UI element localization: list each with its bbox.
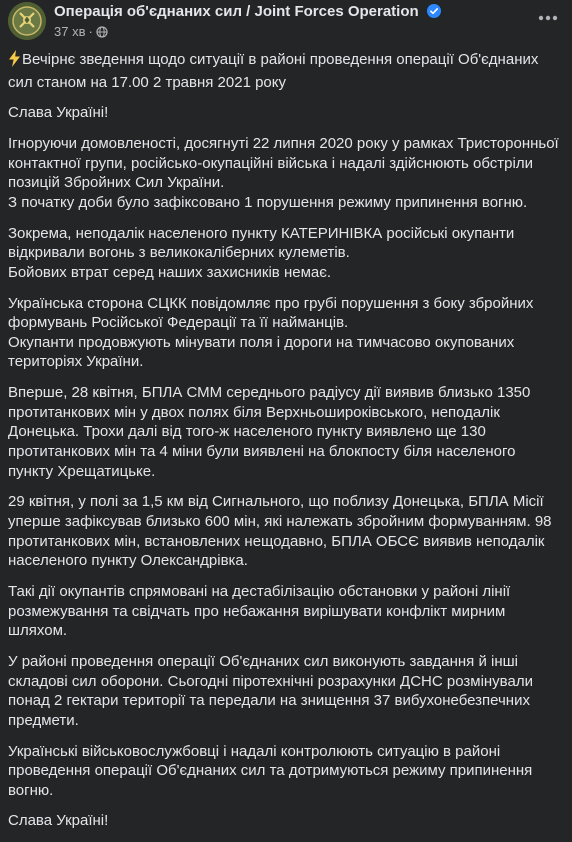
post-paragraph-1 — [8, 103, 564, 123]
more-options-button[interactable] — [536, 8, 560, 28]
paragraph-line: Ігноруючи домовленості, досягнуті 22 липня 2020 року у рамках Тристоронньої контактної групи, російсько-окупаційні війська і надалі здійснюють обстріли позицій Збройних Сил України. — [8, 135, 559, 192]
paragraph-line: Українські військовослужбовці і надалі контролюють ситуацію в районі проведення операції Об'єднаних сил та дотримуються режиму припинення вогню. — [8, 742, 533, 799]
globe-icon[interactable] — [96, 26, 108, 42]
post-timestamp[interactable]: 37 хв — [54, 24, 86, 39]
post-paragraph-6 — [8, 492, 564, 570]
jfo-emblem-icon — [8, 2, 46, 40]
more-options-icon — [538, 15, 558, 21]
verified-badge-icon — [427, 4, 441, 23]
paragraph-line: Українська сторона СЦКК повідомляє про грубі порушення з боку збройних формувань Російської Федерації та її найманців. — [8, 294, 534, 332]
post-paragraph-10 — [8, 811, 564, 831]
post-paragraph-4 — [8, 294, 564, 372]
meta-separator: · — [88, 24, 93, 39]
post-paragraph-3 — [8, 224, 564, 283]
paragraph-line: Слава Україні! — [8, 104, 109, 122]
paragraph-line: У районі проведення операції Об'єднаних сил виконують завдання й інші складові сил оборони. Сьогодні піротехнічні розрахунки ДСНС розмінували понад 2 гектари території та передали на знищення 37 вибухонебезпечних предмети. — [8, 652, 533, 729]
avatar[interactable] — [8, 2, 46, 40]
post-paragraph-9 — [8, 742, 564, 801]
post-paragraph-2 — [8, 134, 564, 212]
paragraph-line: Слава Україні! — [8, 812, 109, 830]
paragraph-line: Вечірнє зведення щодо ситуації в районі проведення операції Об'єднаних сил станом на 17.00 2 травня 2021 року — [8, 51, 539, 91]
post-header — [0, 0, 572, 48]
paragraph-line: Зокрема, неподалік населеного пункту КАТЕРИНІВКА російські окупанти відкривали вогонь з великокаліберних кулеметів. — [8, 224, 515, 262]
paragraph-line: 29 квітня, у полі за 1,5 км від Сигнального, що поблизу Донецька, БПЛА Місії уперше зафіксував близько 600 мін, які належать збройним формуванням. 98 протитанкових мін, встановлених нещодавно, БПЛА ОБСЄ виявив неподалік населеного пункту Олександрівка. — [8, 493, 552, 570]
paragraph-line: Окупанти продовжують мінувати поля і дороги на тимчасово окупованих територіях України. — [8, 333, 515, 371]
post-paragraph-5 — [8, 383, 564, 481]
post-content — [8, 50, 564, 842]
page-name[interactable] — [54, 3, 441, 23]
paragraph-line: Такі дії окупантів спрямовані на дестабілізацію обстановки у районі лінії розмежування та свідчать про небажання вирішувати конфлікт мирним шляхом. — [8, 582, 511, 640]
post-paragraph-7 — [8, 582, 564, 641]
post-paragraph-0 — [8, 50, 564, 92]
page-name-text[interactable]: Операція об'єднаних сил / Joint Forces Operation — [54, 3, 419, 20]
lightning-icon — [8, 50, 21, 73]
post-meta — [54, 24, 108, 42]
paragraph-line: Вперше, 28 квітня, БПЛА СММ середнього радіусу дії виявив близько 1350 протитанкових мін у двох полях біля Верхньошироківського, неподалік Донецька. Трохи далі від того-ж населеного пункту виявлено ще 130 протитанкових мін та 4 міни були виявлені на блокпосту біля населеного пункту Хрещатицьке. — [8, 384, 531, 480]
post-paragraph-8 — [8, 652, 564, 730]
paragraph-line: Бойових втрат серед наших захисників немає. — [8, 263, 332, 281]
paragraph-line: З початку доби було зафіксовано 1 порушення режиму припинення вогню. — [8, 193, 528, 211]
